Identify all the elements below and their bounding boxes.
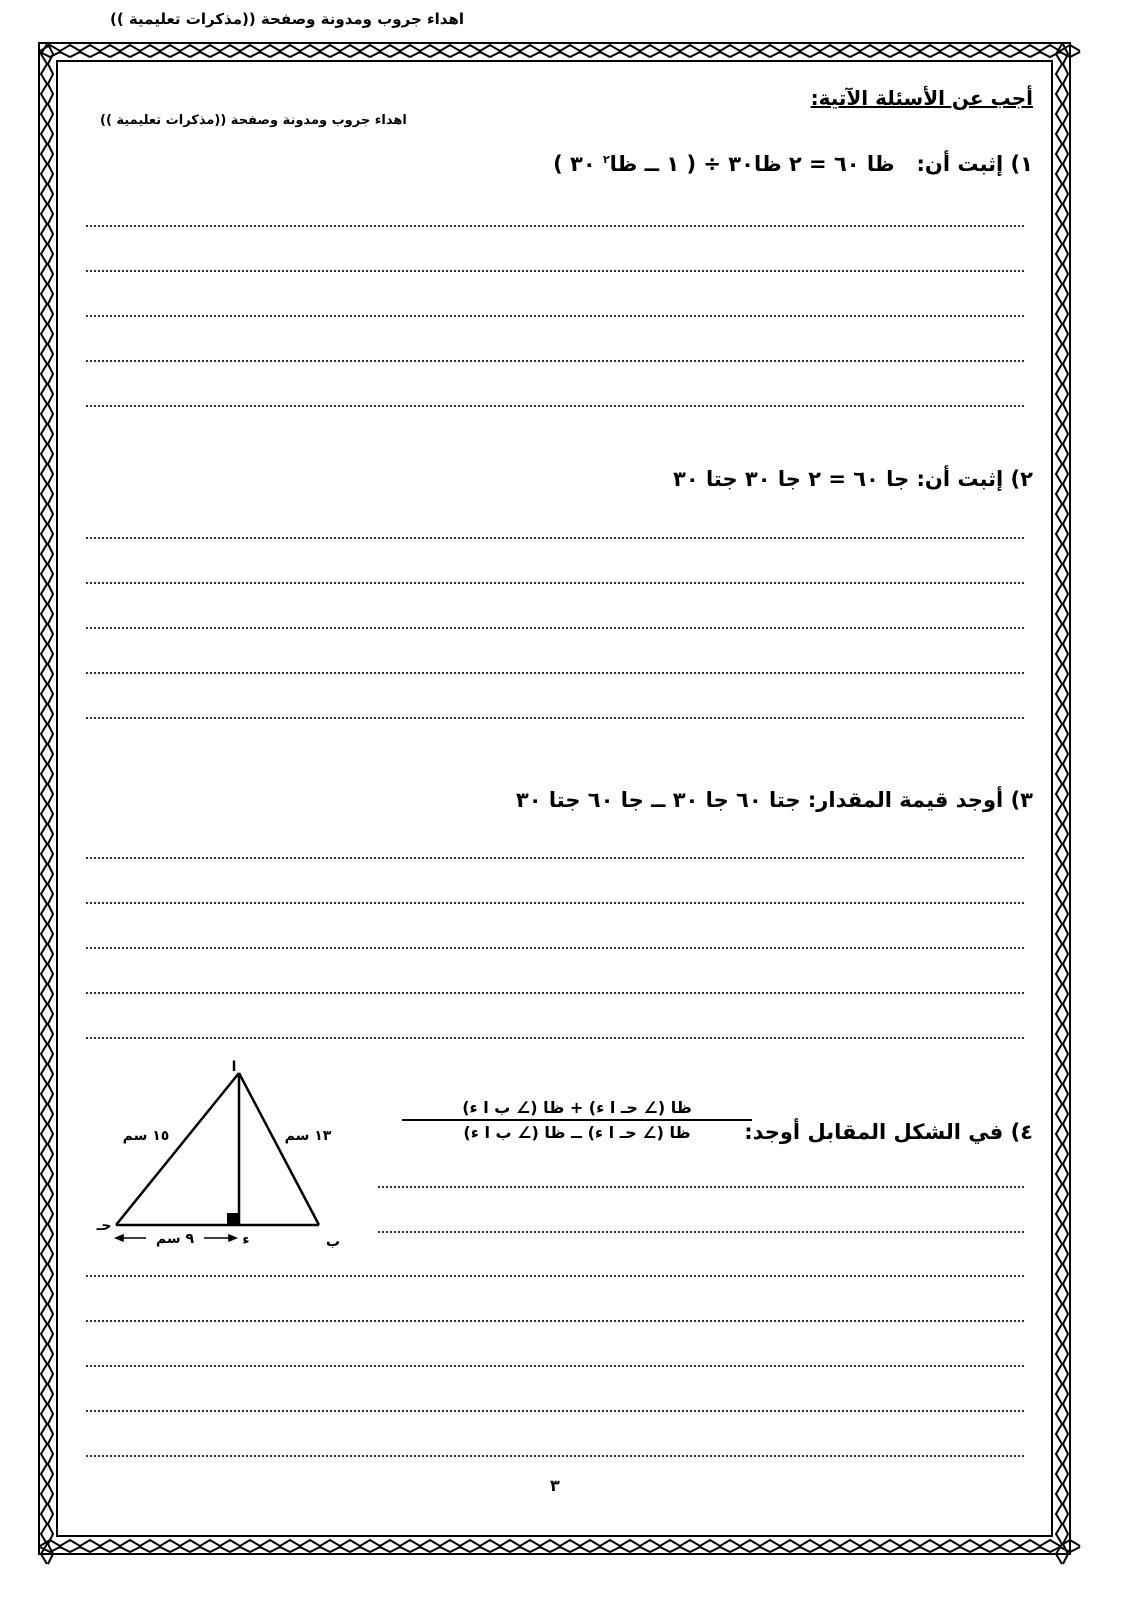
question-3-expression: جتا ٦٠ جا ٣٠ ــ جا ٦٠ جتا ٣٠	[515, 788, 801, 812]
answer-line[interactable]	[86, 627, 1024, 629]
answer-line[interactable]	[378, 1231, 1024, 1233]
border-pattern-bottom	[40, 1539, 1069, 1553]
question-1-exponent: ٢	[602, 153, 610, 166]
triangle-lines	[116, 1073, 319, 1225]
question-1-prefix: ١) إثبت أن:	[916, 152, 1033, 176]
question-1	[553, 152, 1033, 176]
vertex-a-label: ا	[231, 1059, 237, 1075]
answer-line[interactable]	[86, 315, 1024, 317]
right-angle-marker	[227, 1213, 239, 1225]
question-4	[744, 1120, 1033, 1144]
inner-watermark-text: اهداء جروب ومدونة وصفحة ((مذكرات تعليمية ))	[100, 113, 407, 128]
answer-line[interactable]	[86, 857, 1024, 859]
side-left-length: ١٥ سم	[122, 1128, 170, 1144]
answer-line[interactable]	[86, 582, 1024, 584]
side-ac	[116, 1073, 239, 1225]
answer-line[interactable]	[86, 1037, 1024, 1039]
side-right-length: ١٣ سم	[284, 1128, 332, 1144]
fraction-numerator: ظا (∠ حـ ا ء) + ظا (∠ ب ا ء)	[402, 1098, 752, 1121]
answer-line[interactable]	[86, 537, 1024, 539]
question-2-prefix: ٢) إثبت أن:	[916, 467, 1033, 491]
fraction-denominator: ظا (∠ حـ ا ء) ــ ظا (∠ ب ا ء)	[463, 1123, 691, 1142]
question-2-expression: جا ٦٠ = ٢ جا ٣٠ جتا ٣٠	[673, 467, 910, 491]
page-number: ٣	[550, 1476, 560, 1495]
answer-line[interactable]	[86, 1320, 1024, 1322]
answer-line[interactable]	[378, 1186, 1024, 1188]
question-2	[673, 467, 1033, 491]
question-3	[516, 788, 1033, 812]
answer-line[interactable]	[86, 225, 1024, 227]
question-4-fraction	[402, 1098, 752, 1142]
question-1-expression-end: ٣٠ )	[553, 152, 596, 176]
answer-line[interactable]	[86, 1410, 1024, 1412]
border-pattern-left	[40, 44, 54, 1553]
base-segment-length: ٩ سم	[155, 1231, 195, 1247]
foot-d-label: ء	[242, 1232, 250, 1248]
question-1-expression: ظا ٦٠ = ٢ ظا٣٠ ÷ ( ١ ــ ظا	[609, 152, 895, 176]
border-pattern-top	[40, 44, 1069, 58]
triangle-figure	[86, 1058, 366, 1258]
answer-line[interactable]	[86, 1365, 1024, 1367]
question-3-prefix: ٣) أوجد قيمة المقدار:	[807, 788, 1033, 812]
answer-line[interactable]	[86, 902, 1024, 904]
instruction-heading: أجب عن الأسئلة الآتية:	[810, 86, 1033, 110]
answer-line[interactable]	[86, 270, 1024, 272]
answer-line[interactable]	[86, 360, 1024, 362]
page-header: اهداء جروب ومدونة وصفحة ((مذكرات تعليمية ))	[110, 10, 465, 28]
answer-line[interactable]	[86, 672, 1024, 674]
answer-line[interactable]	[86, 405, 1024, 407]
vertex-c-label: حـ	[96, 1218, 112, 1234]
answer-line[interactable]	[86, 717, 1024, 719]
vertex-b-label: ب	[325, 1234, 341, 1250]
border-pattern-right	[1055, 44, 1069, 1553]
answer-line[interactable]	[86, 1455, 1024, 1457]
question-4-prefix: ٤) في الشكل المقابل أوجد:	[744, 1120, 1033, 1144]
answer-line[interactable]	[86, 947, 1024, 949]
answer-line[interactable]	[86, 1275, 1024, 1277]
side-ab	[239, 1073, 319, 1225]
answer-line[interactable]	[86, 992, 1024, 994]
